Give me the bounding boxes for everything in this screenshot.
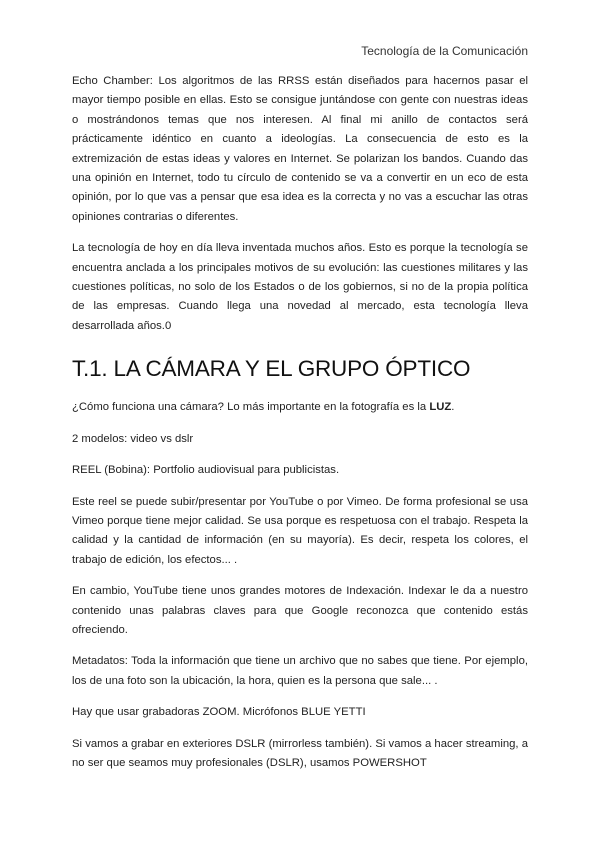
question-end: . bbox=[451, 401, 455, 414]
question-text: ¿Cómo funciona una cámara? Lo más importante en la fotografía es la bbox=[72, 401, 430, 414]
paragraph-youtube: En cambio, YouTube tiene unos grandes motores de Indexación. Indexar le da a nuestro contenido unas palabras claves para que Google reconozca que contenido estás ofreciendo. bbox=[72, 585, 528, 636]
section-heading: T.1. LA CÁMARA Y EL GRUPO ÓPTICO bbox=[72, 356, 471, 382]
paragraph-dslr: Si vamos a grabar en exteriores DSLR (mirrorless también). Si vamos a hacer streaming, a no ser que seamos muy profesionales (DSLR), usamos POWERSHOT bbox=[72, 737, 528, 769]
paragraph-vimeo: Este reel se puede subir/presentar por YouTube o por Vimeo. De forma profesional se usa Vimeo porque tiene mejor calidad. Se usa porque es respetuosa con el trabajo. Respeta la calidad y la cantidad de información (en su mayoría). Es decir, respeta los colores, el trabajo de edición, los efectos... . bbox=[72, 495, 528, 566]
paragraph-models: 2 modelos: video vs dslr bbox=[72, 432, 194, 445]
paragraph-zoom: Hay que usar grabadoras ZOOM. Micrófonos BLUE YETTI bbox=[72, 706, 366, 719]
paragraph-echo-chamber: Echo Chamber: Los algoritmos de las RRSS están diseñados para hacernos pasar el mayor tiempo posible en ellas. Esto se consigue juntándose con gente con nuestras ideas o mostrándonos temas que nos interesen. Al final mi anillo de contactos será prácticamente idéntico en cuanto a ideologías. La consecuencia de esto es la extremización de estas ideas y valores en Internet. Se polarizan los bandos. Cuando das una opinión en Internet, todo tu círculo de contenido se va a convertir en un eco de esta opinión, por lo que vas a pensar que esa idea es la correcta y no vas a escuchar las otras opiniones contrarias o diferentes. bbox=[72, 75, 528, 223]
running-header: Tecnología de la Comunicación bbox=[361, 44, 528, 58]
paragraph-reel: REEL (Bobina): Portfolio audiovisual para publicistas. bbox=[72, 464, 340, 477]
document-body bbox=[72, 72, 528, 785]
question-bold-luz: LUZ bbox=[429, 401, 452, 414]
paragraph-technology: La tecnología de hoy en día lleva inventada muchos años. Esto es porque la tecnología se encuentra anclada a los principales motivos de su evolución: las cuestiones militares y las cuestiones políticas, no solo de los Estados o de los gobiernos, si no de la propia política de las empresas. Cuando llega una novedad al mercado, esta tecnología lleva desarrollada años.0 bbox=[72, 242, 528, 332]
paragraph-question bbox=[72, 398, 528, 417]
paragraph-metadata: Metadatos: Toda la información que tiene un archivo que no sabes que tiene. Por ejemplo, los de una foto son la ubicación, la hora, quien es la persona que sale... . bbox=[72, 655, 528, 687]
